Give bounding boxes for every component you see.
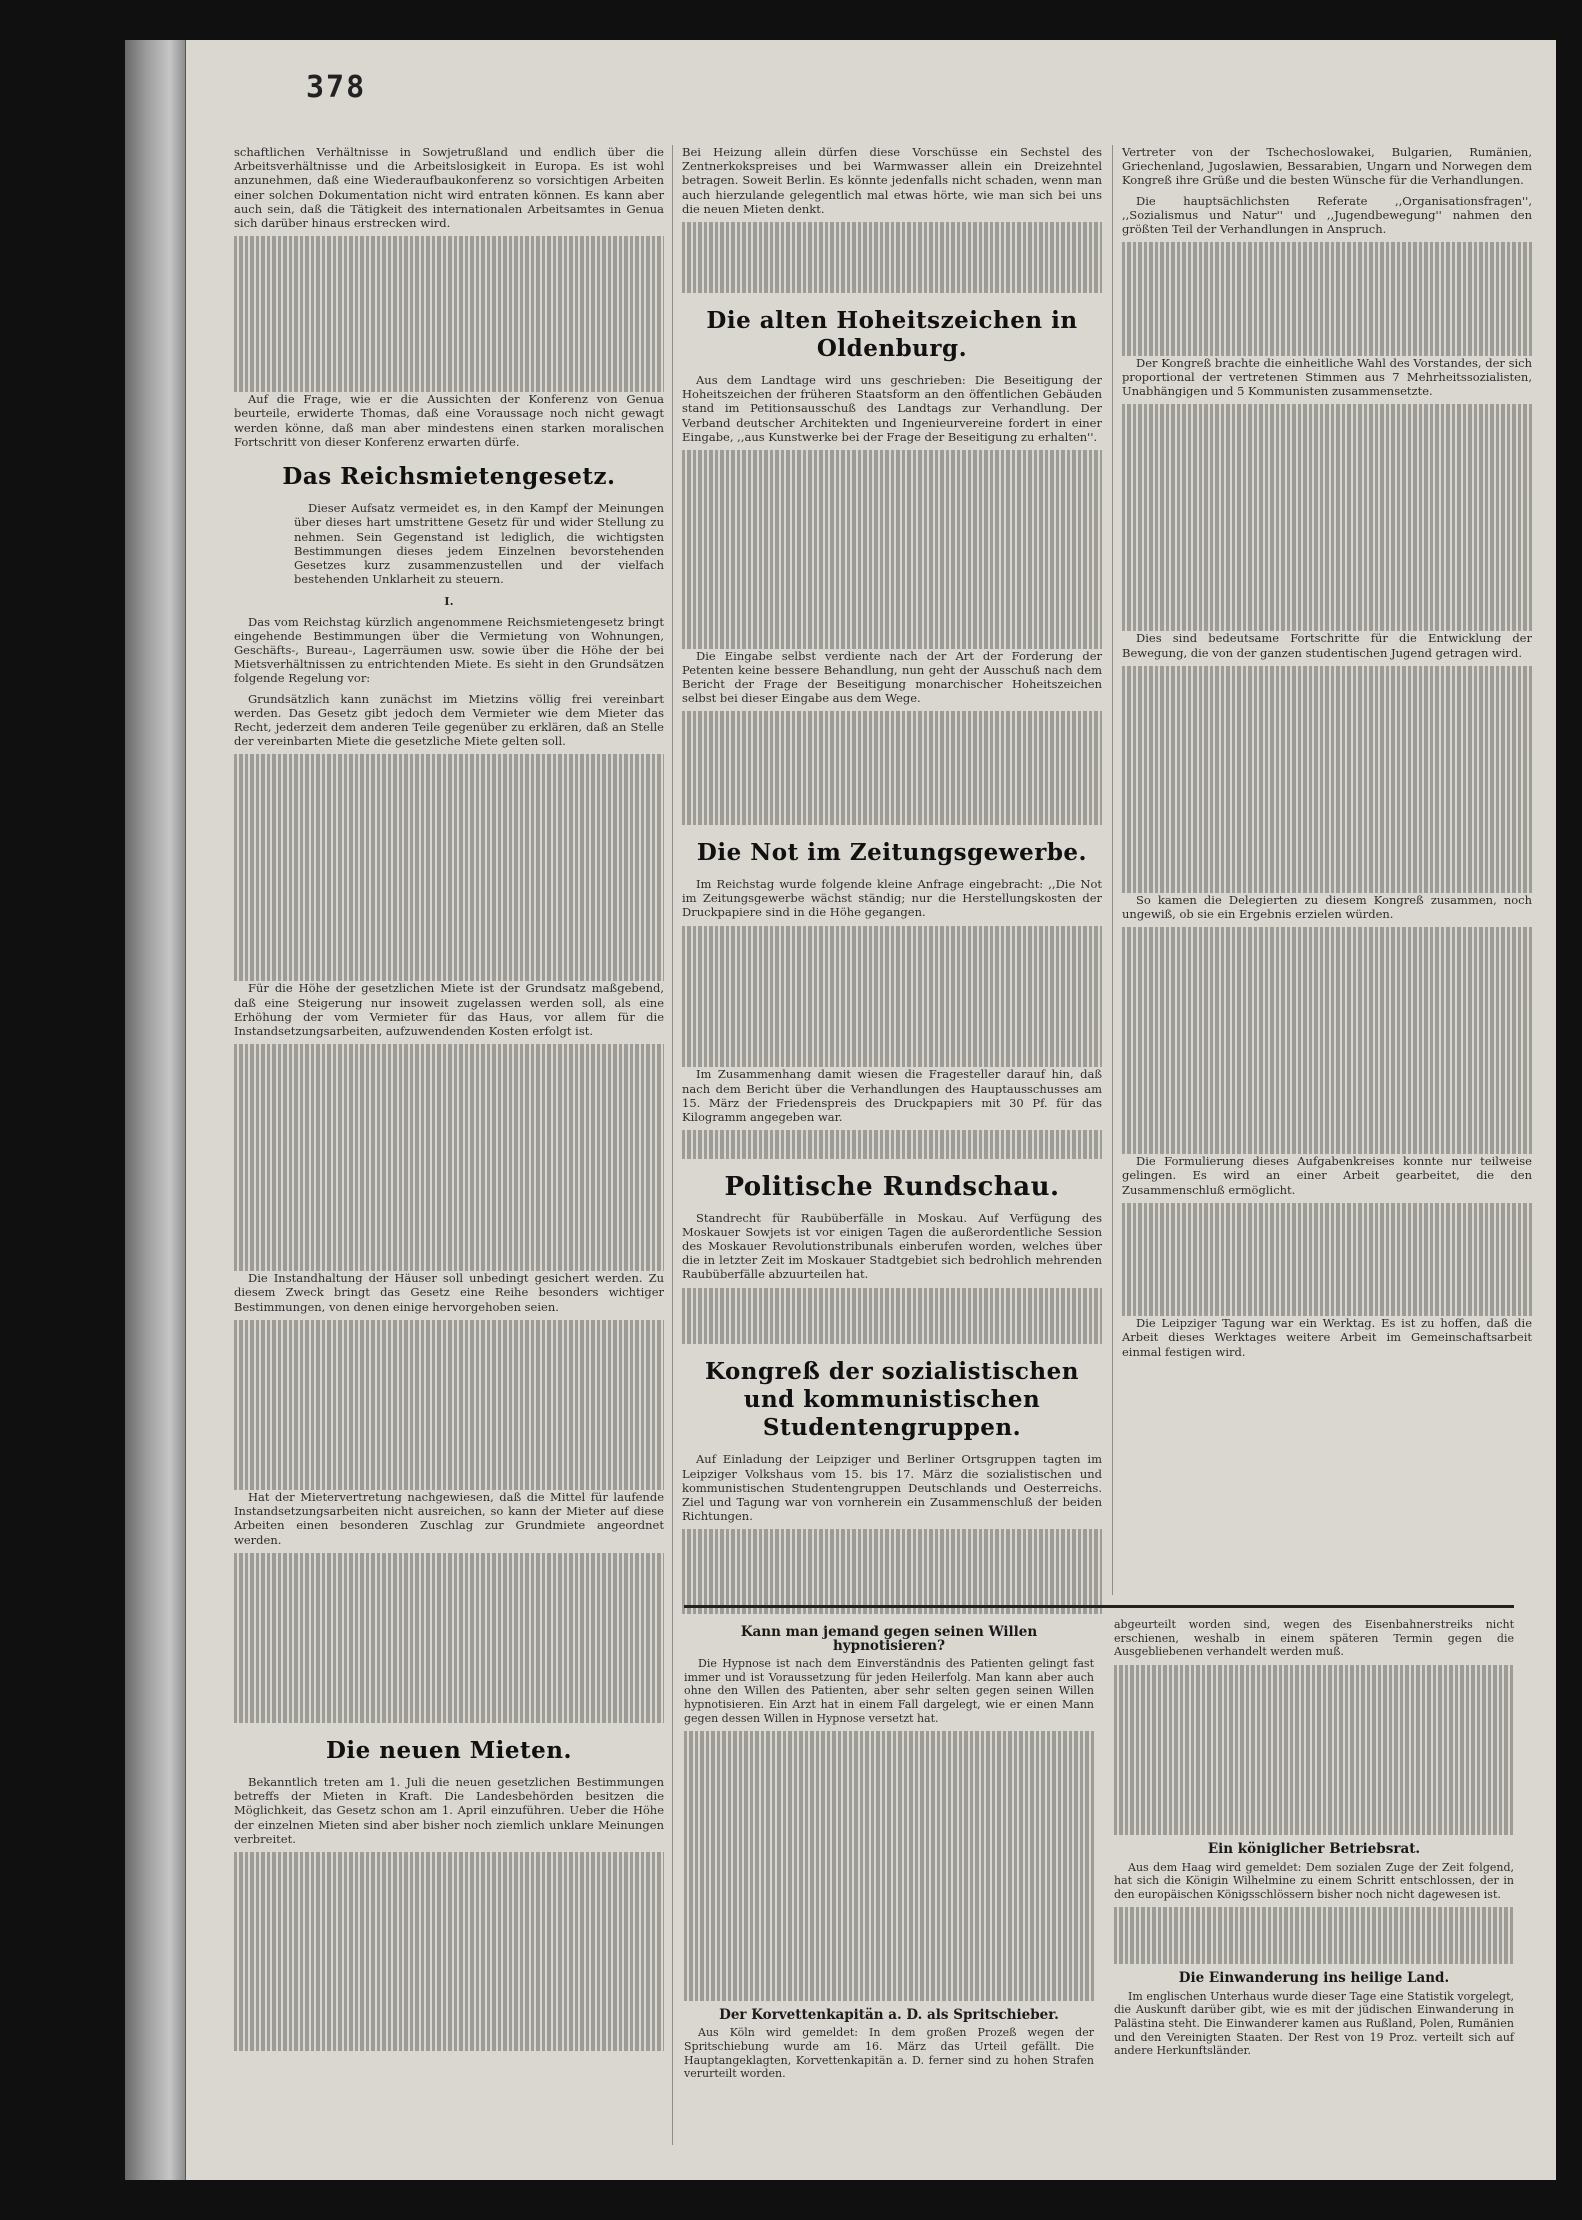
article-heading: Die Not im Zeitungsgewerbe. bbox=[696, 838, 1088, 866]
text-line bbox=[684, 1760, 1094, 1774]
text-line bbox=[234, 2008, 664, 2022]
text-line bbox=[682, 797, 1102, 811]
text-line bbox=[1122, 864, 1532, 878]
text-line bbox=[1122, 1069, 1532, 1083]
section-heading: Politische Rundschau. bbox=[724, 1171, 1060, 1202]
text-line bbox=[234, 953, 664, 967]
text-line bbox=[682, 563, 1102, 577]
text-line bbox=[682, 634, 1102, 648]
text-line bbox=[234, 854, 664, 868]
text-line bbox=[682, 1288, 1102, 1302]
box-column-left bbox=[684, 1618, 1094, 2087]
text-line bbox=[1122, 879, 1532, 893]
text-line bbox=[234, 1581, 664, 1595]
text-line bbox=[234, 1709, 664, 1723]
text-line bbox=[1122, 518, 1532, 532]
column-2 bbox=[682, 145, 1102, 1614]
text-line bbox=[684, 1930, 1094, 1944]
text-line bbox=[234, 811, 664, 825]
text-line bbox=[684, 1958, 1094, 1972]
text-line bbox=[684, 1901, 1094, 1915]
text-line bbox=[1122, 984, 1532, 998]
paragraph: Bei Heizung allein dürfen diese Vorschüsse ein Sechstel des Zentnerkokspreises und bei Warmwasser allein ein Dreizehntel betragen. Soweit Berlin. Es könnte jedenfalls nicht schaden, wenn man auch hierzulande gelegentlich mal etwas hörte, wie man sich bei uns die neuen Mieten denkt. bbox=[682, 145, 1102, 216]
text-line bbox=[1122, 694, 1532, 708]
paragraph: Grundsätzlich kann zunächst im Mietzins völlig frei vereinbart werden. Das Gesetz gibt jedoch dem Vermieter wie dem Mieter das Recht, jederzeit dem anderen Teile gegenüber zu erklären, daß an Stelle der vereinbarten Miete die gesetzliche Miete gelten soll. bbox=[234, 691, 664, 749]
article-heading: Das Reichsmietengesetz. bbox=[282, 463, 616, 491]
text-line bbox=[1122, 299, 1532, 313]
text-line bbox=[684, 1845, 1094, 1859]
text-line bbox=[1122, 475, 1532, 489]
text-line bbox=[234, 1476, 664, 1490]
text-line bbox=[1122, 404, 1532, 418]
text-line bbox=[682, 578, 1102, 592]
text-line bbox=[684, 1873, 1094, 1887]
text-line bbox=[682, 1558, 1102, 1572]
text-line bbox=[682, 1302, 1102, 1316]
text-line bbox=[1122, 779, 1532, 793]
text-line bbox=[234, 1186, 664, 1200]
text-line bbox=[682, 464, 1102, 478]
text-line bbox=[234, 1158, 664, 1172]
text-line bbox=[1114, 1707, 1514, 1721]
text-line bbox=[684, 1774, 1094, 1788]
text-line bbox=[234, 364, 664, 378]
newspaper-sheet bbox=[185, 40, 1556, 2180]
text-line bbox=[234, 1115, 664, 1129]
text-line bbox=[234, 1966, 664, 1980]
text-line bbox=[682, 450, 1102, 464]
text-line bbox=[1122, 836, 1532, 850]
text-line bbox=[234, 1909, 664, 1923]
text-line bbox=[1122, 1302, 1532, 1316]
text-line bbox=[682, 811, 1102, 825]
text-line bbox=[234, 321, 664, 335]
paragraph: schaftlichen Verhältnisse in Sowjetrußland und endlich über die Arbeitsverhältnisse und die Arbeitslosigkeit in Europa. Es ist wohl anzunehmen, daß eine Wiederaufbaukonferenz so vorsichtigen Arbeiten einer solchen Dokumentation nicht wird entraten können. Es kann aber auch sein, daß die Tätigkeit des internationalen Arbeitsamtes in Genua sich darüber hinaus erstrecken wird. bbox=[234, 145, 664, 231]
text-line bbox=[1122, 941, 1532, 955]
text-line bbox=[682, 996, 1102, 1010]
text-line bbox=[1122, 956, 1532, 970]
text-line bbox=[234, 236, 664, 250]
text-line bbox=[234, 1447, 664, 1461]
text-line bbox=[234, 783, 664, 797]
text-line bbox=[682, 265, 1102, 279]
text-line bbox=[234, 1229, 664, 1243]
text-line bbox=[682, 1053, 1102, 1067]
text-line bbox=[1122, 546, 1532, 560]
text-line bbox=[1114, 1821, 1514, 1835]
book-binding bbox=[125, 40, 187, 2180]
article-intro: Dieser Aufsatz vermeidet es, in den Kampf der Meinungen über dieses hart umstrittene Gesetz für und wider Stellung zu nehmen. Sein Gegenstand ist lediglich, die wichtigsten Bestimmungen dieses jedem Einzelnen bevorstehenden Gesetzes kurz zusammenzustellen und der vielfach bestehenden Unklarheit zu steuern. bbox=[294, 501, 664, 587]
text-line bbox=[234, 2037, 664, 2051]
text-line bbox=[682, 535, 1102, 549]
text-line bbox=[234, 1058, 664, 1072]
text-line bbox=[684, 1972, 1094, 1986]
text-line bbox=[1122, 1126, 1532, 1140]
text-line bbox=[1114, 1907, 1514, 1921]
text-line bbox=[1122, 1026, 1532, 1040]
paragraph: Auf die Frage, wie er die Aussichten der Konferenz von Genua beurteile, erwiderte Thomas, daß eine Voraussage noch nicht gewagt werden könne, daß man aber mindestens einen starken moralischen Fortschritt von dieser Konferenz erwarten dürfe. bbox=[234, 392, 664, 449]
text-line bbox=[234, 1980, 664, 1994]
text-line bbox=[1114, 1736, 1514, 1750]
text-line bbox=[234, 1257, 664, 1271]
text-line bbox=[1114, 1665, 1514, 1679]
text-line bbox=[682, 250, 1102, 264]
text-line bbox=[234, 1666, 664, 1680]
text-line bbox=[234, 1880, 664, 1894]
text-line bbox=[234, 882, 664, 896]
text-line bbox=[234, 1695, 664, 1709]
paragraph: Im Reichstag wurde folgende kleine Anfrage eingebracht: ,,Die Not im Zeitungsgewerbe wächst ständig; nur die Herstellungskosten der Druckpapiere sind in die Höhe gegangen. bbox=[682, 876, 1102, 920]
paragraph: Bekanntlich treten am 1. Juli die neuen gesetzlichen Bestimmungen betreffs der Mieten in Kraft. Die Landesbehörden besitzen die Möglichkeit, das Gesetz schon am 1. April einzuführen. Ueber die Höhe der einzelnen Mieten sind aber bisher noch ziemlich unklare Meinungen verbreitet. bbox=[234, 1775, 664, 1846]
text-line bbox=[1122, 1274, 1532, 1288]
text-line bbox=[234, 769, 664, 783]
paragraph: Aus dem Landtage wird uns geschrieben: Die Beseitigung der Hoheitszeichen der früheren Staatsform an den öffentlichen Gebäuden stand im Petitionsausschuß des Landtags zur Verhandlung. Der Verband deutscher Architekten und Ingenieurvereine fordert in einer Eingabe, ,,aus Kunstwerke bei der Frage der Beseitigung zu erhalten''. bbox=[682, 372, 1102, 444]
paragraph: Der Kongreß brachte die einheitliche Wahl des Vorstandes, der sich proportional der vertretenen Stimmen aus 7 Mehrheitssozialisten, Unabhängigen und 5 Kommunisten zusammensetzte. bbox=[1122, 355, 1532, 399]
text-line bbox=[682, 222, 1102, 236]
text-line bbox=[682, 768, 1102, 782]
text-line bbox=[234, 797, 664, 811]
text-line bbox=[1122, 575, 1532, 589]
text-line bbox=[682, 1330, 1102, 1344]
paragraph: Im Zusammenhang damit wiesen die Fragesteller darauf hin, daß nach dem Bericht über die Verhandlungen des Hauptausschusses am 15. März der Friedenspreis des Druckpapiers mit 30 Pf. für das Kilogramm angegeben war. bbox=[682, 1067, 1102, 1124]
text-line bbox=[1122, 447, 1532, 461]
text-line bbox=[234, 1652, 664, 1666]
text-line bbox=[234, 1852, 664, 1866]
text-line bbox=[1122, 419, 1532, 433]
text-line bbox=[1122, 1260, 1532, 1274]
text-line bbox=[682, 1011, 1102, 1025]
column-1 bbox=[234, 145, 664, 2051]
article-heading: Die alten Hoheitszeichen in Oldenburg. bbox=[706, 306, 1078, 362]
text-line bbox=[682, 982, 1102, 996]
text-line bbox=[1122, 722, 1532, 736]
text-line bbox=[1122, 617, 1532, 631]
text-line bbox=[684, 1830, 1094, 1844]
text-line bbox=[1114, 1750, 1514, 1764]
text-line bbox=[684, 1731, 1094, 1745]
text-line bbox=[234, 1172, 664, 1186]
text-line bbox=[682, 620, 1102, 634]
text-line bbox=[234, 1320, 664, 1334]
paragraph: Im englischen Unterhaus wurde dieser Tage eine Statistik vorgelegt, die Auskunft darüber gibt, wie es mit der jüdischen Einwanderung in Palästina steht. Die Einwanderer kamen aus Rußland, Polen, Rumänien und den Vereinigten Staaten. Der Rest von 19 Proz. verteilt sich auf andere Herkunftsländer. bbox=[1114, 1989, 1514, 2058]
text-line bbox=[682, 940, 1102, 954]
paragraph: Die Leipziger Tagung war ein Werktag. Es ist zu hoffen, daß die Arbeit dieses Werktages weitere Arbeit im Gemeinschaftsarbeit einmal festigen wird. bbox=[1122, 1316, 1532, 1359]
text-line bbox=[682, 1572, 1102, 1586]
text-line bbox=[1122, 433, 1532, 447]
text-line bbox=[1122, 1083, 1532, 1097]
article-heading: Die neuen Mieten. bbox=[325, 1737, 573, 1765]
text-line bbox=[1114, 1679, 1514, 1693]
article-heading: Die Einwanderung ins heilige Land. bbox=[1178, 1970, 1450, 1987]
article-heading: Der Korvettenkapitän a. D. als Spritschieber. bbox=[719, 2006, 1059, 2023]
paragraph: Für die Höhe der gesetzlichen Miete ist der Grundsatz maßgebend, daß eine Steigerung nur insoweit zugelassen werden soll, als eine Erhöhung der vom Vermieter für das Haus, vor allem für die Instandsetzungsarbeiten, aufzuwendenden Kosten erfolgt ist. bbox=[234, 981, 664, 1038]
text-line bbox=[682, 968, 1102, 982]
page-number: 378 bbox=[306, 70, 367, 105]
text-line bbox=[682, 782, 1102, 796]
text-line bbox=[1122, 461, 1532, 475]
text-line bbox=[1122, 1097, 1532, 1111]
text-line bbox=[234, 2022, 664, 2036]
text-line bbox=[234, 279, 664, 293]
text-line bbox=[234, 1362, 664, 1376]
text-line bbox=[234, 1129, 664, 1143]
text-line bbox=[234, 1214, 664, 1228]
text-line bbox=[1122, 822, 1532, 836]
text-line bbox=[234, 336, 664, 350]
text-line bbox=[234, 1866, 664, 1880]
text-line bbox=[1122, 327, 1532, 341]
text-line bbox=[234, 265, 664, 279]
text-line bbox=[1122, 970, 1532, 984]
text-line bbox=[1122, 1231, 1532, 1245]
text-line bbox=[1114, 1922, 1514, 1936]
text-line bbox=[234, 910, 664, 924]
text-line bbox=[234, 307, 664, 321]
text-line bbox=[234, 754, 664, 768]
paragraph: Die Formulierung dieses Aufgabenkreises konnte nur teilweise gelingen. Es wird an einer Arbeit gearbeitet, die den Zusammenschluß ermöglicht. bbox=[1122, 1154, 1532, 1197]
boxed-news-section bbox=[684, 1605, 1514, 2163]
text-line bbox=[682, 1039, 1102, 1053]
text-line bbox=[234, 350, 664, 364]
text-line bbox=[682, 521, 1102, 535]
text-line bbox=[1122, 1140, 1532, 1154]
text-line bbox=[682, 236, 1102, 250]
text-line bbox=[684, 1887, 1094, 1901]
text-line bbox=[684, 1745, 1094, 1759]
text-line bbox=[1114, 1950, 1514, 1964]
text-line bbox=[682, 1144, 1102, 1158]
text-line bbox=[682, 507, 1102, 521]
text-line bbox=[682, 549, 1102, 563]
text-line bbox=[1122, 1245, 1532, 1259]
paragraph: Vertreter von der Tschechoslowakei, Bulgarien, Rumänien, Griechenland, Jugoslawien, Bessarabien, Ungarn und Norwegen dem Kongreß ihre Grüße und die besten Wünsche für die Verhandlungen. bbox=[1122, 145, 1532, 188]
text-line bbox=[1122, 666, 1532, 680]
text-line bbox=[1122, 708, 1532, 722]
text-line bbox=[1122, 1012, 1532, 1026]
text-line bbox=[234, 1923, 664, 1937]
text-line bbox=[234, 1073, 664, 1087]
text-line bbox=[234, 1348, 664, 1362]
text-line bbox=[1122, 793, 1532, 807]
text-line bbox=[1122, 850, 1532, 864]
text-line bbox=[1122, 808, 1532, 822]
text-line bbox=[234, 939, 664, 953]
text-line bbox=[234, 1405, 664, 1419]
text-line bbox=[234, 825, 664, 839]
text-line bbox=[682, 1544, 1102, 1558]
text-line bbox=[1122, 1217, 1532, 1231]
text-line bbox=[682, 711, 1102, 725]
article-heading: Ein königlicher Betriebsrat. bbox=[1207, 1841, 1421, 1858]
text-line bbox=[1122, 560, 1532, 574]
text-line bbox=[234, 1433, 664, 1447]
text-line bbox=[682, 1586, 1102, 1600]
text-line bbox=[1122, 589, 1532, 603]
text-line bbox=[234, 896, 664, 910]
text-line bbox=[234, 1638, 664, 1652]
text-line bbox=[234, 1895, 664, 1909]
text-line bbox=[1114, 1764, 1514, 1778]
text-line bbox=[1114, 1722, 1514, 1736]
text-line bbox=[234, 967, 664, 981]
text-line bbox=[1122, 504, 1532, 518]
paragraph: Die Hypnose ist nach dem Einverständnis des Patienten gelingt fast immer und ist Voraussetzung für jeden Heilerfolg. Man kann aber auch ohne den Willen des Patienten, aber sehr selten gegen seinen Willen hypnotisieren. Ein Arzt hat in einem Fall dargelegt, wie er einen Mann gegen dessen Willen in Hypnose versetzt hat. bbox=[684, 1657, 1094, 1725]
text-line bbox=[1122, 751, 1532, 765]
text-line bbox=[1122, 765, 1532, 779]
text-line bbox=[1122, 532, 1532, 546]
column-rule bbox=[672, 145, 673, 2145]
text-line bbox=[684, 1788, 1094, 1802]
text-line bbox=[234, 1334, 664, 1348]
text-line bbox=[682, 954, 1102, 968]
text-line bbox=[1122, 737, 1532, 751]
text-line bbox=[682, 754, 1102, 768]
text-line bbox=[1114, 1693, 1514, 1707]
column-3 bbox=[1122, 145, 1532, 1365]
text-line bbox=[682, 726, 1102, 740]
text-line bbox=[684, 1944, 1094, 1958]
text-line bbox=[234, 1419, 664, 1433]
text-line bbox=[1114, 1792, 1514, 1806]
text-line bbox=[682, 740, 1102, 754]
text-line bbox=[234, 293, 664, 307]
text-line bbox=[1122, 680, 1532, 694]
paragraph: Dies sind bedeutsame Fortschritte für die Entwicklung der Bewegung, die von der ganzen studentischen Jugend getragen wird. bbox=[1122, 631, 1532, 660]
text-line bbox=[234, 1567, 664, 1581]
text-line bbox=[234, 1681, 664, 1695]
text-line bbox=[1122, 342, 1532, 356]
text-line bbox=[684, 1987, 1094, 2001]
text-line bbox=[1122, 313, 1532, 327]
paragraph: Aus Köln wird gemeldet: In dem großen Prozeß wegen der Spritschiebung wurde am 16. März das Urteil gefällt. Die Hauptangeklagten, Korvettenkapitän a. D. ferner sind zu hohen Strafen verurteilt worden. bbox=[684, 2026, 1094, 2081]
article-heading: Kongreß der sozialistischen und kommunistischen Studentengruppen. bbox=[704, 1358, 1079, 1442]
text-line bbox=[234, 1044, 664, 1058]
text-line bbox=[682, 279, 1102, 293]
paragraph: So kamen die Delegierten zu diesem Kongreß zusammen, noch ungewiß, ob sie ein Ergebnis erzielen würden. bbox=[1122, 892, 1532, 921]
text-line bbox=[1122, 1112, 1532, 1126]
text-line bbox=[1114, 1936, 1514, 1950]
text-line bbox=[234, 1553, 664, 1567]
text-line bbox=[682, 1316, 1102, 1330]
text-line bbox=[1122, 603, 1532, 617]
paragraph: abgeurteilt worden sind, wegen des Eisenbahnerstreiks nicht erschienen, weshalb in einem späteren Termin gegen die Ausgebliebenen verhandelt werden muß. bbox=[1114, 1618, 1514, 1659]
text-line bbox=[234, 1624, 664, 1638]
text-line bbox=[1122, 271, 1532, 285]
text-line bbox=[1122, 1288, 1532, 1302]
text-line bbox=[684, 1802, 1094, 1816]
text-line bbox=[234, 250, 664, 264]
paragraph: Die Instandhaltung der Häuser soll unbedingt gesichert werden. Zu diesem Zweck bringt das Gesetz eine Reihe besonders wichtiger Bestimmungen, von denen einige hervorgehoben seien. bbox=[234, 1271, 664, 1314]
text-line bbox=[682, 606, 1102, 620]
text-line bbox=[1122, 927, 1532, 941]
text-line bbox=[234, 1462, 664, 1476]
text-line bbox=[234, 1391, 664, 1405]
paragraph: Die Eingabe selbst verdiente nach der Art der Forderung der Petenten keine bessere Behandlung, nun geht der Ausschuß nach dem Bericht der Frage der Beseitigung monarchischer Hoheitszeichen selbst bei dieser Eingabe aus dem Wege. bbox=[682, 648, 1102, 706]
text-line bbox=[234, 1200, 664, 1214]
text-line bbox=[234, 378, 664, 392]
paragraph: Auf Einladung der Leipziger und Berliner Ortsgruppen tagten im Leipziger Volkshaus vom 15. bis 17. März die sozialistischen und kommunistischen Studentengruppen Deutschlands und Oesterreichs. Ziel und Tagung war von vornherein ein Zusammenschluß der beiden Richtungen. bbox=[682, 1452, 1102, 1524]
text-line bbox=[234, 1951, 664, 1965]
text-line bbox=[684, 1816, 1094, 1830]
column-rule bbox=[1112, 145, 1113, 1595]
text-line bbox=[684, 1916, 1094, 1930]
text-line bbox=[682, 926, 1102, 940]
text-line bbox=[1122, 256, 1532, 270]
text-line bbox=[234, 1143, 664, 1157]
text-line bbox=[1122, 1203, 1532, 1217]
text-line bbox=[234, 1101, 664, 1115]
text-line bbox=[684, 1859, 1094, 1873]
text-line bbox=[1122, 1055, 1532, 1069]
text-line bbox=[682, 478, 1102, 492]
article-heading: Kann man jemand gegen seinen Willen hypnotisieren? bbox=[740, 1624, 1038, 1654]
text-line bbox=[234, 925, 664, 939]
paragraph: Aus dem Haag wird gemeldet: Dem sozialen Zuge der Zeit folgend, hat sich die Königin Wilhelmine zu einem Schritt entschlossen, der in den europäischen Königsschlössern bisher noch nicht dagewesen ist. bbox=[1114, 1860, 1514, 1901]
text-line bbox=[234, 1243, 664, 1257]
text-line bbox=[234, 1595, 664, 1609]
paragraph: Hat der Mietervertretung nachgewiesen, daß die Mittel für laufende Instandsetzungsarbeiten nicht ausreichen, so kann der Mieter auf diese Arbeiten einen besonderen Zuschlag zur Grundmiete angeordnet werden. bbox=[234, 1490, 664, 1547]
text-line bbox=[682, 592, 1102, 606]
text-line bbox=[1114, 1778, 1514, 1792]
text-line bbox=[234, 1994, 664, 2008]
paragraph: Standrecht für Raubüberfälle in Moskau. Auf Verfügung des Moskauer Sowjets ist vor einigen Tagen die außerordentliche Session des Moskauer Revolutionstribunals einberufen worden, welches über die in letzter Zeit im Moskauer Stadtgebiet sich bedrohlich mehrenden Raubüberfälle abzuurteilen hat. bbox=[682, 1210, 1102, 1282]
text-line bbox=[682, 1529, 1102, 1543]
paragraph: Das vom Reichstag kürzlich angenommene Reichsmietengesetz bringt eingehende Bestimmungen über die Vermietung von Wohnungen, Geschäfts-, Bureau-, Lagerräumen usw. sowie über die Höhe der bei Mietsverhältnissen zu entrichtenden Miete. Es sieht in den Grundsätzen folgende Regelung vor: bbox=[234, 614, 664, 686]
text-line bbox=[1114, 1807, 1514, 1821]
text-line bbox=[682, 1130, 1102, 1144]
box-column-right bbox=[1114, 1618, 1514, 2064]
text-line bbox=[1122, 1041, 1532, 1055]
text-line bbox=[234, 839, 664, 853]
text-line bbox=[1122, 242, 1532, 256]
text-line bbox=[234, 1087, 664, 1101]
paragraph: Die hauptsächlichsten Referate ,,Organisationsfragen'', ,,Sozialismus und Natur'' und ,,Jugendbewegung'' nahmen den größten Teil der Verhandlungen in Anspruch. bbox=[1122, 193, 1532, 237]
text-line bbox=[1122, 285, 1532, 299]
text-line bbox=[234, 1937, 664, 1951]
text-line bbox=[682, 1025, 1102, 1039]
text-line bbox=[234, 1377, 664, 1391]
section-numeral: I. bbox=[444, 594, 454, 609]
text-line bbox=[1122, 998, 1532, 1012]
text-line bbox=[234, 868, 664, 882]
text-line bbox=[234, 1610, 664, 1624]
text-line bbox=[1122, 489, 1532, 503]
text-line bbox=[682, 493, 1102, 507]
